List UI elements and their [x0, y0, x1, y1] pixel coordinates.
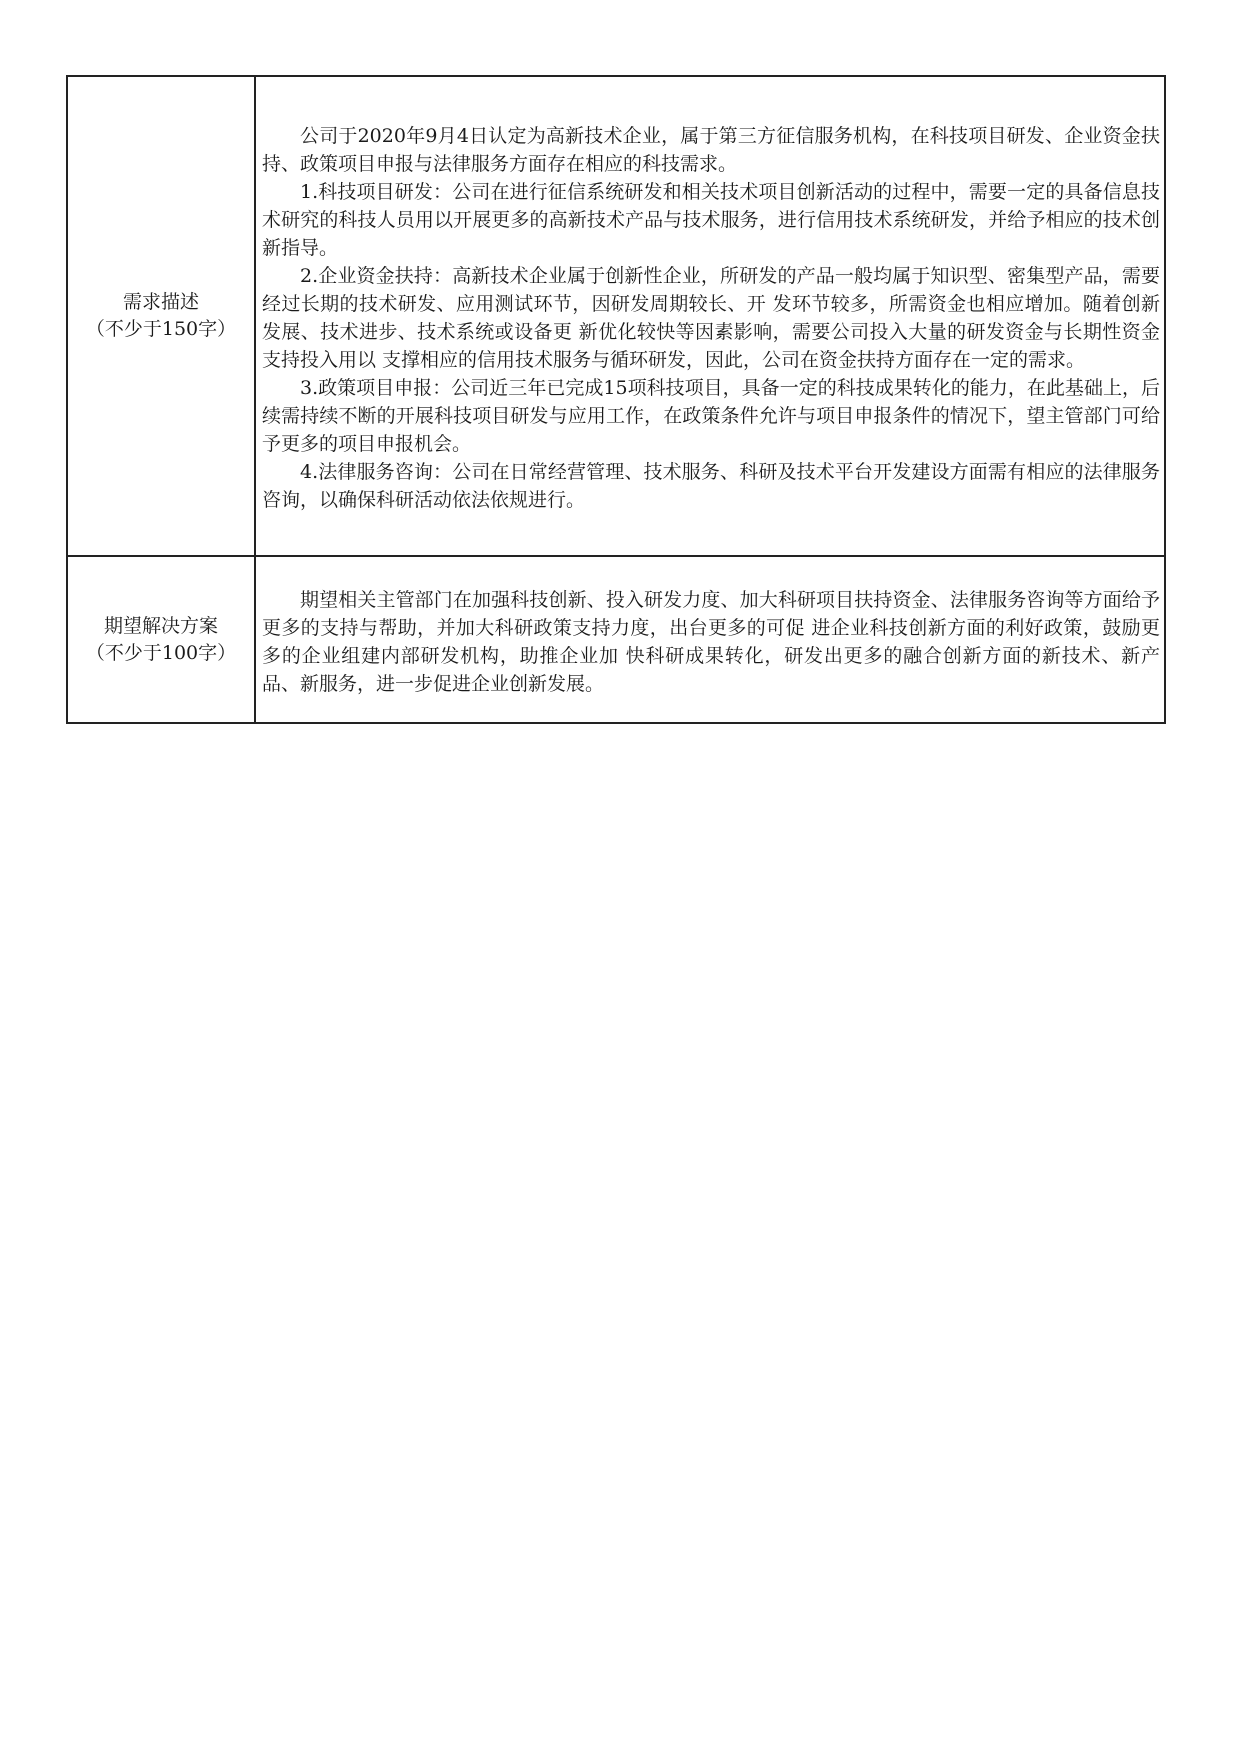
table-row-expected-solution	[67, 556, 1165, 723]
row-label: 需求描述	[122, 291, 199, 313]
row-label: 期望解决方案	[103, 614, 218, 637]
paragraph-item-2: 2.企业资金扶持：高新技术企业属于创新性企业，所研发的产品一般均属于知识型、密集型产品，需要经过长期的技术研发、应用测试环节，因研发周期较长、开 发环节较多，所需资金也相应增加。随着创新发展、技术进步、技术系统或设备更 新优化较快等因素影响，需要公司投入大量的研发资金与长期性资金支持投入用以 支撑相应的信用技术服务与循环研发，因此，公司在资金扶持方面存在一定的需求。	[262, 265, 1160, 371]
table-row-requirement-description	[67, 76, 1165, 556]
row-sublabel: （不少于150字）	[85, 318, 237, 340]
row-label-cell	[67, 76, 255, 556]
paragraph-item-4: 4.法律服务咨询：公司在日常经营管理、技术服务、科研及技术平台开发建设方面需有相应的法律服务咨询，以确保科研活动依法依规进行。	[262, 461, 1160, 511]
paragraph-solution: 期望相关主管部门在加强科技创新、投入研发力度、加大科研项目扶持资金、法律服务咨询等方面给予更多的支持与帮助，并加大科研政策支持力度，出台更多的可促 进企业科技创新方面的利好政策，鼓励更多的企业组建内部研发机构，助推企业加 快科研成果转化，研发出更多的融合创新方面的新技术、新产品、新服务，进一步促进企业创新发展。	[262, 588, 1160, 695]
paragraph-item-1: 1.科技项目研发：公司在进行征信系统研发和相关技术项目创新活动的过程中，需要一定的具备信息技术研究的科技人员用以开展更多的高新技术产品与技术服务，进行信用技术系统研发，并给予相应的技术创新指导。	[262, 181, 1160, 259]
paragraph-intro: 公司于2020年9月4日认定为高新技术企业，属于第三方征信服务机构，在科技项目研发、企业资金扶持、政策项目申报与法律服务方面存在相应的科技需求。	[262, 125, 1160, 175]
requirements-form-table	[66, 75, 1166, 724]
row-sublabel: （不少于100字）	[85, 641, 237, 664]
paragraph-item-3: 3.政策项目申报：公司近三年已完成15项科技项目，具备一定的科技成果转化的能力，在此基础上，后续需持续不断的开展科技项目研发与应用工作，在政策条件允许与项目申报条件的情况下，望主管部门可给予更多的项目申报机会。	[262, 377, 1160, 455]
row-content-cell	[255, 556, 1165, 723]
row-content-cell	[255, 76, 1165, 556]
row-label-cell	[67, 556, 255, 723]
